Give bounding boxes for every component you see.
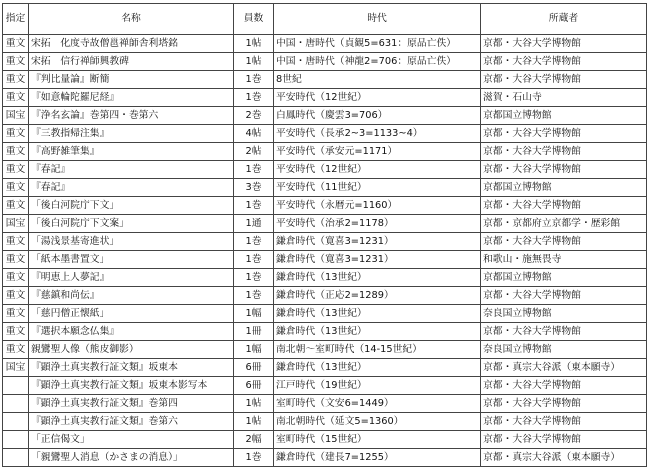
cell-count: 4帖 — [234, 125, 274, 143]
cell-designation: 重文 — [3, 143, 29, 161]
cell-owner: 京都・大谷大学博物館 — [481, 395, 647, 413]
cell-owner: 京都・大谷大学博物館 — [481, 287, 647, 305]
cell-name: 「親鸞聖人消息（かさまの消息）」 — [29, 449, 234, 467]
cell-owner: 京都・大谷大学博物館 — [481, 197, 647, 215]
cell-period: 室町時代（15世紀） — [274, 431, 481, 449]
cell-owner: 京都・大谷大学博物館 — [481, 161, 647, 179]
cell-designation: 重文 — [3, 53, 29, 71]
cell-period: 鎌倉時代（13世紀） — [274, 269, 481, 287]
cell-period: 平安時代（12世紀） — [274, 89, 481, 107]
header-period: 時代 — [274, 4, 481, 35]
cell-period: 鎌倉時代（寛喜3=1231） — [274, 251, 481, 269]
cell-name: 『春記』 — [29, 161, 234, 179]
header-count: 員数 — [234, 4, 274, 35]
table-row — [3, 413, 647, 431]
table-header-row — [3, 4, 647, 35]
cell-count: 1帖 — [234, 53, 274, 71]
cell-designation: 重文 — [3, 35, 29, 53]
cell-period: 鎌倉時代（13世紀） — [274, 323, 481, 341]
cell-count: 1幅 — [234, 341, 274, 359]
cell-designation — [3, 395, 29, 413]
cell-designation — [3, 449, 29, 467]
cell-period: 鎌倉時代（13世紀） — [274, 305, 481, 323]
cell-owner: 京都・真宗大谷派（東本願寺） — [481, 359, 647, 377]
cell-owner: 京都・大谷大学博物館 — [481, 143, 647, 161]
header-designation: 指定 — [3, 4, 29, 35]
table-row — [3, 71, 647, 89]
cell-name: 『高野雑筆集』 — [29, 143, 234, 161]
table-row — [3, 143, 647, 161]
cell-owner: 京都・大谷大学博物館 — [481, 323, 647, 341]
cell-designation: 重文 — [3, 89, 29, 107]
cell-name: 「後白河院庁下文」 — [29, 197, 234, 215]
cell-name: 『三教指帰注集』 — [29, 125, 234, 143]
table-row — [3, 53, 647, 71]
cell-owner: 滋賀・石山寺 — [481, 89, 647, 107]
table-row — [3, 179, 647, 197]
cell-count: 1巻 — [234, 89, 274, 107]
table-row — [3, 359, 647, 377]
cell-owner: 京都国立博物館 — [481, 269, 647, 287]
cell-owner: 京都・真宗大谷派（東本願寺） — [481, 449, 647, 467]
cell-owner: 京都・大谷大学博物館 — [481, 377, 647, 395]
cell-period: 鎌倉時代（寛喜3=1231） — [274, 233, 481, 251]
cell-designation: 重文 — [3, 161, 29, 179]
cell-count: 1巻 — [234, 71, 274, 89]
cell-designation: 重文 — [3, 287, 29, 305]
cell-owner: 和歌山・施無畏寺 — [481, 251, 647, 269]
cell-designation: 重文 — [3, 305, 29, 323]
cell-period: 中国・唐時代（貞観5=631：原品亡佚） — [274, 35, 481, 53]
cell-count: 1帖 — [234, 413, 274, 431]
cell-designation: 重文 — [3, 233, 29, 251]
cell-period: 南北朝～室町時代（14-15世紀） — [274, 341, 481, 359]
cell-count: 6冊 — [234, 377, 274, 395]
table-row — [3, 431, 647, 449]
cell-owner: 京都・大谷大学博物館 — [481, 413, 647, 431]
cell-name: 「正信偈文」 — [29, 431, 234, 449]
cell-owner: 京都・大谷大学博物館 — [481, 71, 647, 89]
cell-owner: 京都・大谷大学博物館 — [481, 233, 647, 251]
cell-period: 白鳳時代（慶雲3=706） — [274, 107, 481, 125]
cell-name: 『選択本願念仏集』 — [29, 323, 234, 341]
cell-name: 『顕浄土真実教行証文類』坂東本 — [29, 359, 234, 377]
cell-name: 「慈円僧正懐紙」 — [29, 305, 234, 323]
cell-designation: 国宝 — [3, 359, 29, 377]
cell-period: 江戸時代（19世紀） — [274, 377, 481, 395]
cell-count: 1冊 — [234, 323, 274, 341]
cell-count: 1巻 — [234, 287, 274, 305]
table-row — [3, 251, 647, 269]
cell-period: 中国・唐時代（神龍2=706：原品亡佚） — [274, 53, 481, 71]
cell-period: 平安時代（12世紀） — [274, 161, 481, 179]
table-row — [3, 215, 647, 233]
table-row — [3, 323, 647, 341]
table-row — [3, 449, 647, 467]
cell-designation: 国宝 — [3, 107, 29, 125]
cell-designation: 重文 — [3, 179, 29, 197]
table-row — [3, 287, 647, 305]
cell-name: 宋拓 化度寺故僧邕禅師舎利塔銘 — [29, 35, 234, 53]
cell-name: 「紙本墨書置文」 — [29, 251, 234, 269]
cell-designation — [3, 413, 29, 431]
cell-owner: 京都・京都府立京都学・歴彩館 — [481, 215, 647, 233]
cell-designation: 重文 — [3, 125, 29, 143]
table-row — [3, 395, 647, 413]
header-name: 名称 — [29, 4, 234, 35]
table-row — [3, 161, 647, 179]
table-row — [3, 341, 647, 359]
collection-table — [2, 3, 647, 467]
cell-count: 1通 — [234, 215, 274, 233]
cell-name: 『明恵上人夢記』 — [29, 269, 234, 287]
cell-designation: 重文 — [3, 251, 29, 269]
cell-period: 平安時代（11世紀） — [274, 179, 481, 197]
cell-period: 鎌倉時代（建長7=1255） — [274, 449, 481, 467]
cell-owner: 京都・大谷大学博物館 — [481, 431, 647, 449]
table-body — [3, 35, 647, 467]
cell-name: 親鸞聖人像（熊皮御影） — [29, 341, 234, 359]
cell-owner: 奈良国立博物館 — [481, 341, 647, 359]
cell-name: 『顕浄土真実教行証文類』巻第六 — [29, 413, 234, 431]
cell-period: 室町時代（文安6=1449） — [274, 395, 481, 413]
table-row — [3, 89, 647, 107]
cell-count: 1巻 — [234, 233, 274, 251]
cell-count: 1巻 — [234, 449, 274, 467]
cell-name: 『如意輪陀羅尼経』 — [29, 89, 234, 107]
table-row — [3, 233, 647, 251]
cell-owner: 京都・大谷大学博物館 — [481, 125, 647, 143]
cell-owner: 京都国立博物館 — [481, 107, 647, 125]
cell-count: 2巻 — [234, 107, 274, 125]
cell-count: 1帖 — [234, 35, 274, 53]
table-row — [3, 197, 647, 215]
cell-count: 2幅 — [234, 431, 274, 449]
cell-name: 「湯浅景基寄進状」 — [29, 233, 234, 251]
cell-designation: 重文 — [3, 341, 29, 359]
table-row — [3, 107, 647, 125]
cell-count: 1幅 — [234, 305, 274, 323]
cell-owner: 京都国立博物館 — [481, 179, 647, 197]
cell-period: 鎌倉時代（正応2=1289） — [274, 287, 481, 305]
cell-period: 平安時代（長承2~3=1133~4） — [274, 125, 481, 143]
cell-name: 『慈鎮和尚伝』 — [29, 287, 234, 305]
cell-period: 平安時代（永暦元=1160） — [274, 197, 481, 215]
cell-period: 8世紀 — [274, 71, 481, 89]
cell-count: 1巻 — [234, 161, 274, 179]
cell-designation — [3, 431, 29, 449]
cell-name: 『判比量論』断簡 — [29, 71, 234, 89]
cell-count: 3巻 — [234, 179, 274, 197]
cell-count: 1巻 — [234, 251, 274, 269]
cell-designation: 重文 — [3, 269, 29, 287]
cell-period: 鎌倉時代（13世紀） — [274, 359, 481, 377]
cell-name: 『春記』 — [29, 179, 234, 197]
cell-designation: 国宝 — [3, 215, 29, 233]
table-row — [3, 305, 647, 323]
cell-count: 1帖 — [234, 395, 274, 413]
cell-name: 『顕浄土真実教行証文類』坂東本影写本 — [29, 377, 234, 395]
cell-name: 『浄名玄論』巻第四・巻第六 — [29, 107, 234, 125]
cell-name: 宋拓 信行禅師興教碑 — [29, 53, 234, 71]
cell-designation: 重文 — [3, 71, 29, 89]
table-row — [3, 125, 647, 143]
cell-owner: 京都・大谷大学博物館 — [481, 35, 647, 53]
cell-count: 1巻 — [234, 269, 274, 287]
cell-owner: 京都・大谷大学博物館 — [481, 53, 647, 71]
cell-designation — [3, 377, 29, 395]
cell-count: 6冊 — [234, 359, 274, 377]
table-row — [3, 269, 647, 287]
cell-period: 平安時代（治承2=1178） — [274, 215, 481, 233]
header-owner: 所蔵者 — [481, 4, 647, 35]
cell-owner: 奈良国立博物館 — [481, 305, 647, 323]
cell-period: 南北朝時代（延文5=1360） — [274, 413, 481, 431]
table-row — [3, 377, 647, 395]
cell-name: 『顕浄土真実教行証文類』巻第四 — [29, 395, 234, 413]
table-row — [3, 35, 647, 53]
cell-designation: 重文 — [3, 323, 29, 341]
cell-designation: 重文 — [3, 197, 29, 215]
cell-name: 「後白河院庁下文案」 — [29, 215, 234, 233]
cell-period: 平安時代（承安元=1171） — [274, 143, 481, 161]
cell-count: 2帖 — [234, 143, 274, 161]
cell-count: 1巻 — [234, 197, 274, 215]
